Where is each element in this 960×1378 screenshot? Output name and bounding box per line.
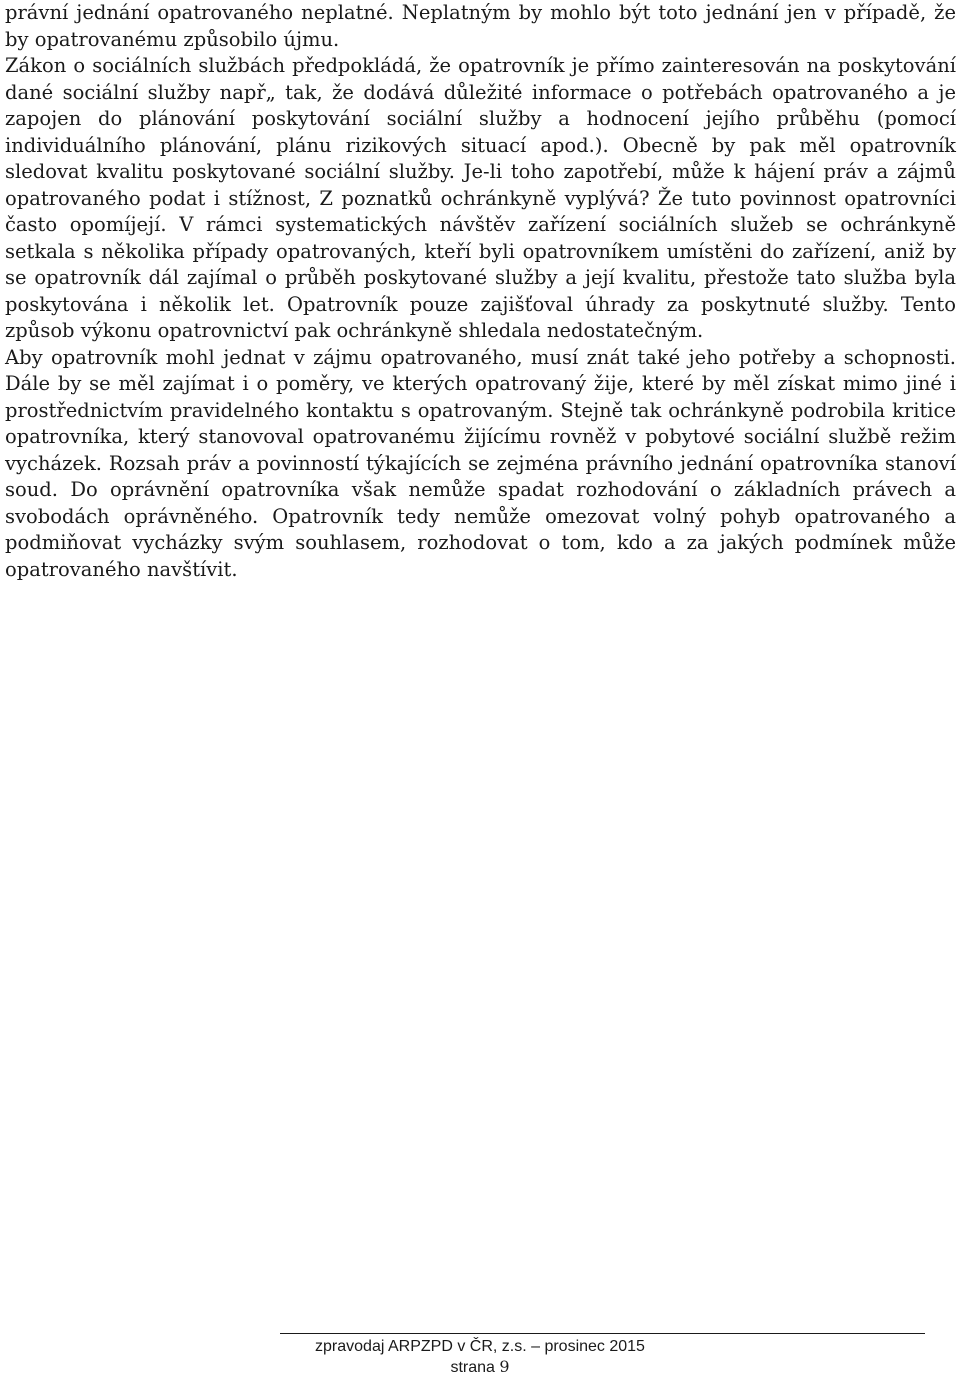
page-number: 9 — [499, 1357, 510, 1376]
document-body — [5, 0, 956, 583]
paragraph-2: Zákon o sociálních službách předpokládá, že opatrovník je přímo zainteresován na poskytování dané sociální služby např„ tak, že dodává důležité informace o potřebách opatrovaného a je zapojen do plánování poskytování sociální služby a hodnocení jejího průběhu (pomocí individuálního plánování, plánu rizikových situací apod.). Obecně by pak měl opatrovník sledovat kvalitu poskytované sociální služby. Je-li toho zapotřebí, může k hájení práv a zájmů opatrovaného podat i stížnost, Z poznatků ochránkyně vyplývá? Že tuto povinnost opatrovníci často opomíjejí. V rámci systematických návštěv zařízení sociálních služeb se ochránkyně setkala s několika případy opatrovaných, kteří byli opatrovníkem umístěni do zařízení, aniž by se opatrovník dál zajímal o průběh poskytované služby a její kvalitu, přestože tato služba byla poskytována i několik let. Opatrovník pouze zajišťoval úhrady za poskytnuté služby. Tento způsob výkonu opatrovnictví pak ochránkyně shledala nedostatečným. — [5, 54, 956, 342]
footer-page — [280, 1357, 680, 1378]
paragraph-1: právní jednání opatrovaného neplatné. Neplatným by mohlo být toto jednání jen v případě, že by opatrovanému způsobilo újmu. — [5, 1, 956, 51]
footer-divider — [280, 1333, 925, 1334]
page-label: strana — [450, 1359, 495, 1376]
footer-publication: zpravodaj ARPZPD v ČR, z.s. – prosinec 2015 — [315, 1338, 645, 1355]
paragraph-3: Aby opatrovník mohl jednat v zájmu opatrovaného, musí znát také jeho potřeby a schopnosti. Dále by se měl zajímat i o poměry, ve kterých opatrovaný žije, které by měl získat mimo jiné i prostřednictvím pravidelného kontaktu s opatrovaným. Stejně tak ochránkyně podrobila kritice opatrovníka, který stanovoval opatrovanému žijícímu rovněž v pobytové sociální službě režim vycházek. Rozsah práv a povinností týkajících se zejména právního jednání opatrovníka stanoví soud. Do oprávnění opatrovníka však nemůže spadat rozhodování o základních právech a svobodách oprávněného. Opatrovník tedy nemůže omezovat volný pohyb opatrovaného a podmiňovat vycházky svým souhlasem, rozhodovat o tom, kdo a za jakých podmínek může opatrovaného navštívit. — [5, 345, 956, 581]
